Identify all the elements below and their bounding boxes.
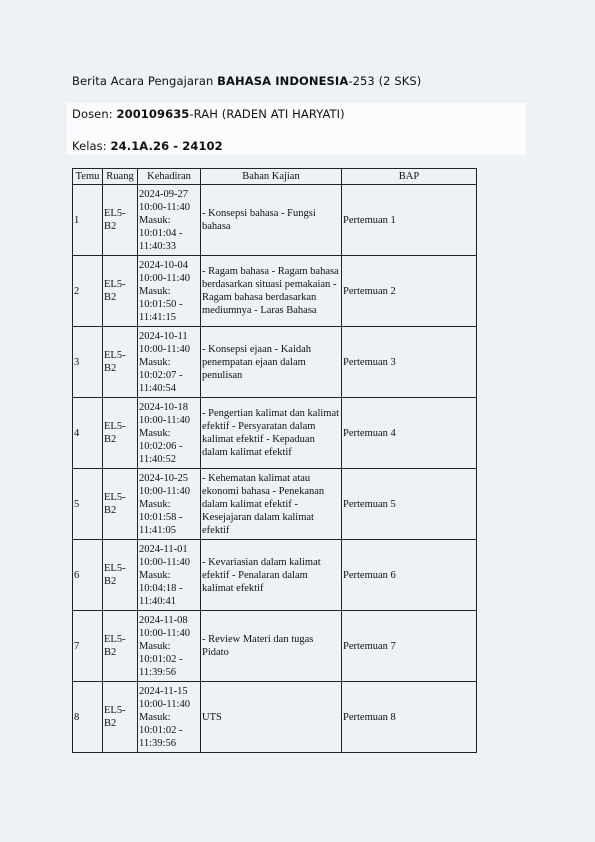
kehadiran-date: 2024-10-25 — [139, 472, 188, 484]
class-label: Kelas: — [72, 139, 111, 153]
kehadiran-masuk: Masuk: — [139, 569, 171, 581]
kehadiran-in-out: 10:04:18 - 11:40:41 — [139, 582, 183, 607]
table-row — [73, 256, 477, 327]
lecturer-line — [72, 107, 345, 121]
bahan-kajian-cell: - Konsepsi ejaan - Kaidah penempatan ejaan dalam penulisan — [201, 327, 342, 398]
ruang-cell: EL5- B2 — [103, 469, 138, 540]
kehadiran-cell — [138, 540, 201, 611]
kehadiran-time: 10:00-11:40 — [139, 485, 190, 497]
bap-cell: Pertemuan 5 — [342, 469, 477, 540]
header-kehadiran: Kehadiran — [138, 169, 201, 185]
lecturer-id: 200109635 — [116, 107, 190, 121]
ruang-cell: EL5- B2 — [103, 327, 138, 398]
table-row — [73, 185, 477, 256]
kehadiran-time: 10:00-11:40 — [139, 201, 190, 213]
kehadiran-date: 2024-11-15 — [139, 685, 188, 697]
table-row — [73, 682, 477, 753]
temu-cell: 4 — [73, 398, 103, 469]
kehadiran-cell — [138, 398, 201, 469]
kehadiran-time: 10:00-11:40 — [139, 627, 190, 639]
temu-cell: 5 — [73, 469, 103, 540]
ruang-cell: EL5- B2 — [103, 398, 138, 469]
kehadiran-date: 2024-10-18 — [139, 401, 188, 413]
header-bahan-kajian: Bahan Kajian — [201, 169, 342, 185]
table-row — [73, 398, 477, 469]
title-prefix: Berita Acara Pengajaran — [72, 74, 218, 88]
ruang-cell: EL5- B2 — [103, 185, 138, 256]
bap-cell: Pertemuan 8 — [342, 682, 477, 753]
kehadiran-cell — [138, 682, 201, 753]
temu-cell: 2 — [73, 256, 103, 327]
kehadiran-time: 10:00-11:40 — [139, 343, 190, 355]
kehadiran-time: 10:00-11:40 — [139, 414, 190, 426]
kehadiran-date: 2024-10-04 — [139, 259, 188, 271]
kehadiran-in-out: 10:01:58 - 11:41:05 — [139, 511, 183, 536]
kehadiran-masuk: Masuk: — [139, 214, 171, 226]
bahan-kajian-cell: - Review Materi dan tugas Pidato — [201, 611, 342, 682]
header-ruang: Ruang — [103, 169, 138, 185]
kehadiran-masuk: Masuk: — [139, 711, 171, 723]
kehadiran-cell — [138, 469, 201, 540]
bap-cell: Pertemuan 6 — [342, 540, 477, 611]
kehadiran-in-out: 10:01:04 - 11:40:33 — [139, 227, 183, 252]
bap-cell: Pertemuan 3 — [342, 327, 477, 398]
temu-cell: 6 — [73, 540, 103, 611]
kehadiran-cell — [138, 327, 201, 398]
class-value: 24.1A.26 - 24102 — [110, 139, 223, 153]
kehadiran-masuk: Masuk: — [139, 640, 171, 652]
temu-cell: 3 — [73, 327, 103, 398]
kehadiran-cell — [138, 256, 201, 327]
temu-cell: 8 — [73, 682, 103, 753]
ruang-cell: EL5- B2 — [103, 682, 138, 753]
kehadiran-in-out: 10:01:02 - 11:39:56 — [139, 724, 183, 749]
kehadiran-masuk: Masuk: — [139, 427, 171, 439]
class-line — [72, 139, 223, 153]
temu-cell: 7 — [73, 611, 103, 682]
table-row — [73, 469, 477, 540]
bahan-kajian-cell: - Ragam bahasa - Ragam bahasa berdasarkan situasi pemakaian - Ragam bahasa berdasarkan mediumnya - Laras Bahasa — [201, 256, 342, 327]
kehadiran-in-out: 10:02:07 - 11:40:54 — [139, 369, 183, 394]
document-title — [72, 74, 421, 88]
bahan-kajian-cell: - Konsepsi bahasa - Fungsi bahasa — [201, 185, 342, 256]
kehadiran-cell — [138, 185, 201, 256]
table-header-row — [73, 169, 477, 185]
kehadiran-time: 10:00-11:40 — [139, 556, 190, 568]
table-row — [73, 611, 477, 682]
bahan-kajian-cell: - Pengertian kalimat dan kalimat efektif - Persyaratan dalam kalimat efektif - Kepaduan dalam kalimat efektif — [201, 398, 342, 469]
ruang-cell: EL5- B2 — [103, 256, 138, 327]
kehadiran-in-out: 10:02:06 - 11:40:52 — [139, 440, 183, 465]
kehadiran-date: 2024-09-27 — [139, 188, 188, 200]
bap-cell: Pertemuan 4 — [342, 398, 477, 469]
kehadiran-date: 2024-11-01 — [139, 543, 188, 555]
bahan-kajian-cell: - Kehematan kalimat atau ekonomi bahasa - Penekanan dalam kalimat efektif - Kesejajaran dalam kalimat efektif — [201, 469, 342, 540]
bap-cell: Pertemuan 1 — [342, 185, 477, 256]
bap-table — [72, 168, 477, 753]
kehadiran-date: 2024-10-11 — [139, 330, 188, 342]
kehadiran-masuk: Masuk: — [139, 356, 171, 368]
lecturer-label: Dosen: — [72, 107, 117, 121]
ruang-cell: EL5- B2 — [103, 611, 138, 682]
course-name: BAHASA INDONESIA — [217, 74, 349, 88]
bahan-kajian-cell: UTS — [201, 682, 342, 753]
kehadiran-date: 2024-11-08 — [139, 614, 188, 626]
lecturer-name: -RAH (RADEN ATI HARYATI) — [189, 107, 345, 121]
bap-cell: Pertemuan 7 — [342, 611, 477, 682]
kehadiran-time: 10:00-11:40 — [139, 272, 190, 284]
bap-cell: Pertemuan 2 — [342, 256, 477, 327]
course-code: -253 (2 SKS) — [348, 74, 422, 88]
kehadiran-masuk: Masuk: — [139, 498, 171, 510]
kehadiran-cell — [138, 611, 201, 682]
bahan-kajian-cell: - Kevariasian dalam kalimat efektif - Penalaran dalam kalimat efektif — [201, 540, 342, 611]
temu-cell: 1 — [73, 185, 103, 256]
header-temu: Temu — [73, 169, 103, 185]
kehadiran-masuk: Masuk: — [139, 285, 171, 297]
table-row — [73, 327, 477, 398]
table-row — [73, 540, 477, 611]
kehadiran-in-out: 10:01:50 - 11:41:15 — [139, 298, 183, 323]
ruang-cell: EL5- B2 — [103, 540, 138, 611]
kehadiran-in-out: 10:01:02 - 11:39:56 — [139, 653, 183, 678]
header-bap: BAP — [342, 169, 477, 185]
kehadiran-time: 10:00-11:40 — [139, 698, 190, 710]
